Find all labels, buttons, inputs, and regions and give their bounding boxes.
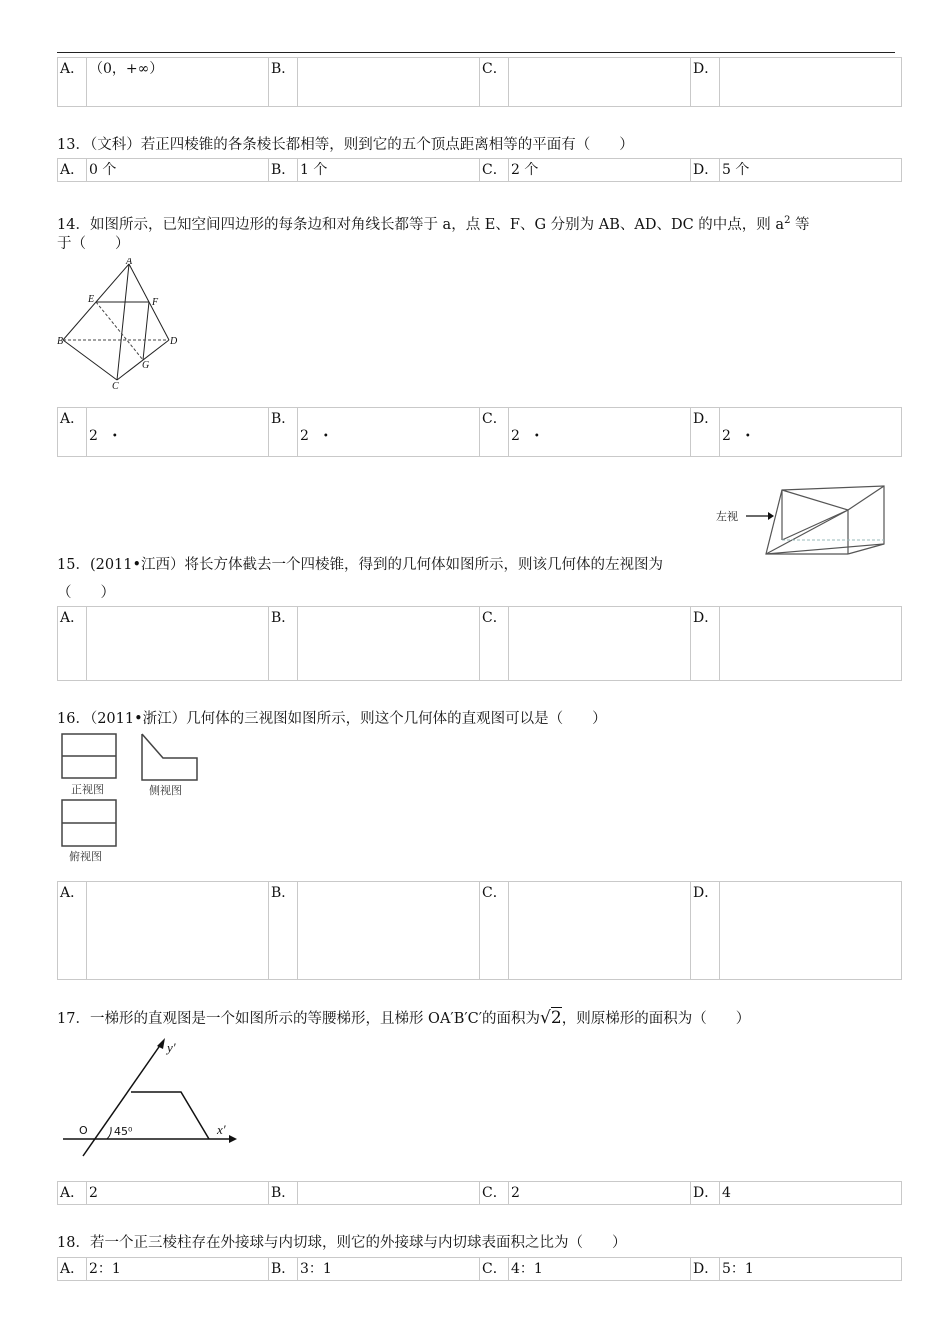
option-c-label: C． xyxy=(480,1258,509,1281)
q12-options xyxy=(57,57,902,107)
option-c-value: 2 个 xyxy=(509,159,691,182)
option-a-value xyxy=(87,882,269,980)
side-view-caption: 侧视图 xyxy=(149,784,182,797)
vertex-b-label: B xyxy=(57,336,64,347)
option-b-value xyxy=(298,58,480,107)
q17-stem xyxy=(57,1007,750,1030)
q14-tetrahedron-figure xyxy=(57,258,187,390)
option-c-value: 4：1 xyxy=(509,1258,691,1281)
option-a-dot: • xyxy=(111,431,118,442)
option-a-label: A． xyxy=(58,1182,87,1205)
option-b-label: B． xyxy=(269,1182,298,1205)
option-a-label: A． xyxy=(58,882,87,980)
q13-options xyxy=(57,158,902,182)
option-d-value: 5 个 xyxy=(720,159,902,182)
option-a-label: A． xyxy=(58,1258,87,1281)
option-a-value xyxy=(87,607,269,681)
option-d-label: D． xyxy=(691,1182,720,1205)
q17-stem-b: ，则原梯形的面积为（ ） xyxy=(561,1011,751,1027)
option-a-label: A． xyxy=(58,159,87,182)
top-view-caption: 俯视图 xyxy=(69,850,102,863)
sqrt-radicand: 2 xyxy=(550,1008,562,1028)
sqrt-expression: √2 xyxy=(540,1008,562,1028)
option-d-value: 4 xyxy=(720,1182,902,1205)
option-c-value xyxy=(509,58,691,107)
q16-three-views-figure xyxy=(57,730,207,865)
angle-label: 45⁰ xyxy=(114,1125,133,1138)
q15-stem-line2: （ ） xyxy=(57,585,115,601)
q16-stem: 16．（2011•浙江）几何体的三视图如图所示，则这个几何体的直观图可以是（ ） xyxy=(57,711,607,727)
option-a-coef: 2 xyxy=(89,428,98,444)
option-d-label: D． xyxy=(691,1258,720,1281)
option-b-coef: 2 xyxy=(300,428,309,444)
q17-stem-a: 17．一梯形的直观图是一个如图所示的等腰梯形，且梯形 OA′B′C′的面积为 xyxy=(57,1011,541,1027)
option-b-value xyxy=(298,408,480,457)
option-b-value: 3：1 xyxy=(298,1258,480,1281)
option-b-value xyxy=(298,1182,480,1205)
vertex-a-label: A xyxy=(126,258,133,267)
point-e-label: E xyxy=(88,294,95,305)
option-d-value xyxy=(720,882,902,980)
option-d-label: D． xyxy=(691,408,720,457)
left-view-label: 左视 xyxy=(716,510,738,523)
option-b-label: B． xyxy=(269,1258,298,1281)
option-d-label: D． xyxy=(691,882,720,980)
option-c-label: C． xyxy=(480,882,509,980)
option-b-label: B． xyxy=(269,882,298,980)
option-b-label: B． xyxy=(269,607,298,681)
option-c-label: C． xyxy=(480,159,509,182)
q13-stem: 13．（文科）若正四棱锥的各条棱长都相等，则到它的五个顶点距离相等的平面有（ ） xyxy=(57,137,634,153)
option-d-value xyxy=(720,607,902,681)
option-b-dot: • xyxy=(322,431,329,442)
option-d-label: D． xyxy=(691,607,720,681)
point-f-label: F xyxy=(152,297,159,308)
option-a-value: （0，+∞） xyxy=(87,58,269,107)
q15-options xyxy=(57,606,902,681)
option-a-value: 0 个 xyxy=(87,159,269,182)
q18-options xyxy=(57,1257,902,1281)
option-a-label: A． xyxy=(58,607,87,681)
option-c-label: C． xyxy=(480,1182,509,1205)
option-b-value xyxy=(298,882,480,980)
option-b-label: B． xyxy=(269,159,298,182)
q16-options xyxy=(57,881,902,980)
q14-stem-b: 等 xyxy=(790,216,810,233)
top-rule xyxy=(57,52,895,53)
vertex-d-label: D xyxy=(170,336,178,347)
q14-exponent: 2 xyxy=(784,215,791,226)
option-c-label: C． xyxy=(480,607,509,681)
option-a-label: A． xyxy=(58,58,87,107)
q15-solid-figure xyxy=(714,482,890,562)
option-b-label: B． xyxy=(269,408,298,457)
option-a-label: A． xyxy=(58,408,87,457)
q15-stem: 15．(2011•江西）将长方体截去一个四棱锥，得到的几何体如图所示，则该几何体的左视图为 xyxy=(57,557,664,573)
y-axis-label: y′ xyxy=(167,1040,176,1055)
option-d-value xyxy=(720,408,902,457)
option-d-value: 5：1 xyxy=(720,1258,902,1281)
q14-stem xyxy=(57,210,810,236)
option-c-value xyxy=(509,882,691,980)
origin-label: O xyxy=(79,1124,88,1137)
option-a-value: 2 xyxy=(87,1182,269,1205)
q18-stem: 18．若一个正三棱柱存在外接球与内切球，则它的外接球与内切球表面积之比为（ ） xyxy=(57,1235,627,1251)
option-c-dot: • xyxy=(533,431,540,442)
option-d-value xyxy=(720,58,902,107)
option-b-value: 1 个 xyxy=(298,159,480,182)
q14-stem-a: 14．如图所示，已知空间四边形的每条边和对角线长都等于 a，点 E、F、G 分别为 AB、AD、DC 的中点，则 a xyxy=(57,216,785,233)
q17-trapezoid-figure xyxy=(57,1034,247,1160)
option-d-coef: 2 xyxy=(722,428,731,444)
option-c-value: 2 xyxy=(509,1182,691,1205)
x-axis-label: x′ xyxy=(217,1122,226,1137)
q14-stem-line2: 于（ ） xyxy=(57,236,130,252)
option-c-value xyxy=(509,408,691,457)
vertex-c-label: C xyxy=(112,381,119,390)
option-a-value: 2：1 xyxy=(87,1258,269,1281)
q14-options xyxy=(57,407,902,457)
option-d-label: D． xyxy=(691,159,720,182)
option-c-label: C． xyxy=(480,58,509,107)
option-d-dot: • xyxy=(744,431,751,442)
option-d-label: D． xyxy=(691,58,720,107)
option-c-coef: 2 xyxy=(511,428,520,444)
option-b-label: B． xyxy=(269,58,298,107)
front-view-caption: 正视图 xyxy=(71,783,104,796)
q17-options xyxy=(57,1181,902,1205)
option-c-label: C． xyxy=(480,408,509,457)
option-b-value xyxy=(298,607,480,681)
option-a-value xyxy=(87,408,269,457)
point-g-label: G xyxy=(142,360,150,371)
option-c-value xyxy=(509,607,691,681)
